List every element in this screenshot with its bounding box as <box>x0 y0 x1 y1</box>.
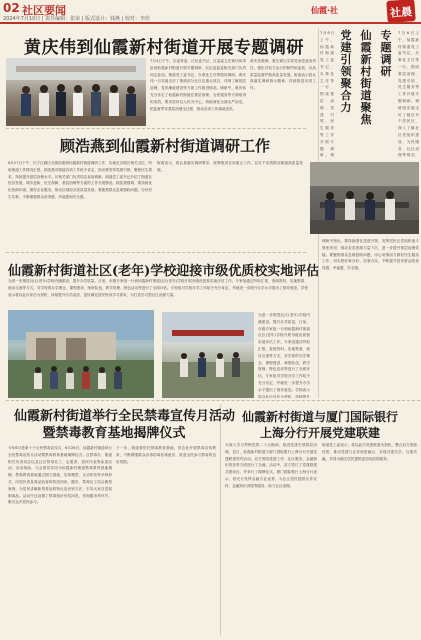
column-divider <box>220 404 221 636</box>
sidebar-title-col3: 专 题 调 研 <box>380 29 392 78</box>
logo-text: 仙霞·社 <box>311 6 339 15</box>
article-3-photo-1 <box>8 310 154 398</box>
divider <box>6 128 306 129</box>
page-header <box>0 0 421 24</box>
article-2-title[interactable]: 顾浩燕到仙霞新村街道调研工作 <box>59 137 270 155</box>
logo-seal: 社晨 <box>386 0 415 23</box>
sidebar-body-2: 调研中指出，要持续强化党建引领，发挥居民区党组织战斗堡垒作用，推动各类资源力量下沉，进一步提升基层治理效能。要聚焦群众急难愁盼问题，用心用情用力做好民生服务工作，切实把好事办好、实事办实，不断提升居民群众的获得感、幸福感、安全感。 <box>322 239 419 271</box>
sidebar-photo <box>310 162 419 234</box>
article-5-body: 为深入学习贯彻党的二十大精神，推进党建引领基层治理，近日，仙霞新村街道与厦门国际银行上海分行开展党建联建签约活动。双方围绕党建工作、社区服务、金融知识普及等方面进行了交流。活动中，双方签订了党建联建共建协议，并举行了揭牌仪式。厦门国际银行上海分行表示，将充分发挥金融专业优势，为社区居民提供反诈宣传、金融知识讲座等服务，助力社区治理。 <box>225 443 317 488</box>
page-number: 02 <box>3 1 20 15</box>
divider <box>6 400 420 401</box>
article-5-title-line2[interactable]: 上海分行开展党建联建 <box>259 426 380 440</box>
article-5-body-2: 街道党工委表示，将以此次党建联建为契机，整合双方资源优势，推动党建与业务深度融合，实现共建共享、互促共赢，共同为辖区居民提供更加优质的服务。 <box>322 443 417 461</box>
sidebar-body-right: 7月6日上午，仙霞新村街道党工委书记、办事处主任等一行，围绕基层治理、党建引领、民生服务等工作开展专题调研。调研组实地走访了辖区多个居民区，深入了解社区党组织建设、为民服务、社区治理等情况， <box>398 31 419 158</box>
article-1-body: 7月4日下午，区委常委、区纪委书记、区监委主任黄庆伟带队到仙霞新村街道开展专题调研，区纪委监委相关部门负责同志参加。街道党工委书记、办事处主任等陪同调研。黄庆伟一行实地走访了街道部分社区及重点项目，详细了解基层治理、党风廉政建设等方面工作推进情况。调研中，黄庆伟充分肯定了仙霞新村街道在基层治理、为民服务等方面取得的成效，要求坚持以人民为中心，持续深化全面从严治党，把监督贯穿基层治理全过程，推动各项工作落地见效。 <box>150 59 246 111</box>
sidebar-title-col1: 党 建 引 领 聚 合 力 <box>340 29 352 114</box>
header-rule <box>0 22 421 24</box>
sidebar-body-left: 7月6日上午，仙霞新村街道党工委书记、办事处主任等一行，围绕基层治理、党建引领、民生服务等工作开展专题调研。调 <box>320 31 334 158</box>
section-name: 社区要闻 <box>22 4 66 17</box>
article-5-title-line1[interactable]: 仙霞新村街道与厦门国际银行 <box>241 410 398 424</box>
article-3-photo-2 <box>162 312 254 398</box>
article-4-title-line1[interactable]: 仙霞新村街道举行全民禁毒宣传月活动 <box>14 409 236 424</box>
article-3-title[interactable]: 仙霞新村街道社区(老年)学校迎接市级优质校实地评估 <box>8 264 320 279</box>
article-1-title[interactable]: 黄庆伟到仙霞新村街道开展专题调研 <box>24 38 304 58</box>
article-3-body: 为进一步推进社区(老年)学校内涵建设，提升办学质量，日前，市级专家组一行到仙霞新村街道社区(老年)学校开展市级优质校实地评估工作。专家组通过听取汇报、查阅资料、实地察看、座谈交流等方式，对学校的办学理念、课程建设、师资队伍、教学管理、特色活动等进行了全面评估。专家组对学校办学工作给予充分肯定，并就进一步提升办学水平提出了指导意见。学校表示将以此次评估为契机，持续提升办学品质，更好满足居民终身学习需求，为打造学习型社区贡献力量。 <box>8 279 308 297</box>
dateline: 2024年7月10日 | 责任编辑：张荣 | 版式设计：钱燕 | 校对：李佳 <box>3 16 150 22</box>
divider <box>6 252 306 253</box>
sidebar-title-col2: 仙 霞 新 村 街 道 聚 焦 <box>360 29 372 126</box>
article-3-body-2: 为进一步推进社区(老年)学校内涵建设，提升办学质量，日前，市级专家组一行到仙霞新村街道社区(老年)学校开展市级优质校实地评估工作。专家组通过听取汇报、查阅资料、实地察看、座谈交流等方式，对学校的办学理念、课程建设、师资队伍、教学管理、特色活动等进行了全面评估。专家组对学校办学工作给予充分肯定，并就进一步提升办学水平提出了指导意见。学校表示将以此次评估为契机，持续提升 <box>258 313 310 398</box>
article-1-body-2: 黄庆伟强调，要压紧压实管党治党政治责任，强化对权力运行的制约和监督，以高质量监督护航高质量发展。街道表示将认真落实调研指示精神，持续推进各项工作。 <box>250 59 316 91</box>
article-4-body-2: 下一步，街道将依托禁毒教育基地，常态化开展禁毒宣传教育，不断增强群众识毒防毒拒毒意识，营造全民参与禁毒的良好氛围。 <box>116 446 216 464</box>
article-4-title-line2[interactable]: 暨禁毒教育基地揭牌仪式 <box>42 426 186 441</box>
article-1-photo <box>6 58 146 126</box>
article-4-body: 今年6月是第十个全民禁毒宣传月，6月26日，仙霞新村街道举行全民禁毒宣传月活动暨禁毒教育基地揭牌仪式。区禁毒办、街道相关负责同志以及社区禁毒社工、志愿者、居民代表等参加活动。活动现场，与会领导共同为仙霞新村街道禁毒教育基地揭牌。禁毒教育基地通过图文展板、实物模型、互动体验等多种形式，向居民普及毒品危害和防范知识。随后，禁毒社工结合典型案例，为居民讲解新型毒品的特点及识别方法，引导大家自觉抵制毒品。活动中还设置了禁毒知识有奖问答、咨询服务等环节，吸引众多居民参与。 <box>8 446 112 505</box>
article-2-body: 6月27日下午，长宁区副区长顾浩燕到仙霞新村街道调研工作，实地走访辖区相关点位，听取街道工作情况汇报。顾浩燕对街道各项工作给予肯定，指出要坚持党建引领，聚焦民生需求，持续提升基层治理水平。区相关部门负责同志参加调研。街道党工委书记介绍了街道在经济发展、城市更新、民生保障、基层治理等方面的工作开展情况。顾浩燕强调，要持续优化营商环境，做好企业服务，推动区域经济高质量发展；要聚焦群众急难愁盼问题，办好民生实事，不断增强群众获得感、幸福感和安全感。 <box>8 161 152 199</box>
masthead-logo <box>311 0 415 22</box>
article-2-body-2: 街道表示，将认真落实调研要求，统筹推进各项重点工作，以实干实绩推动街道高质量发展。 <box>157 161 303 172</box>
